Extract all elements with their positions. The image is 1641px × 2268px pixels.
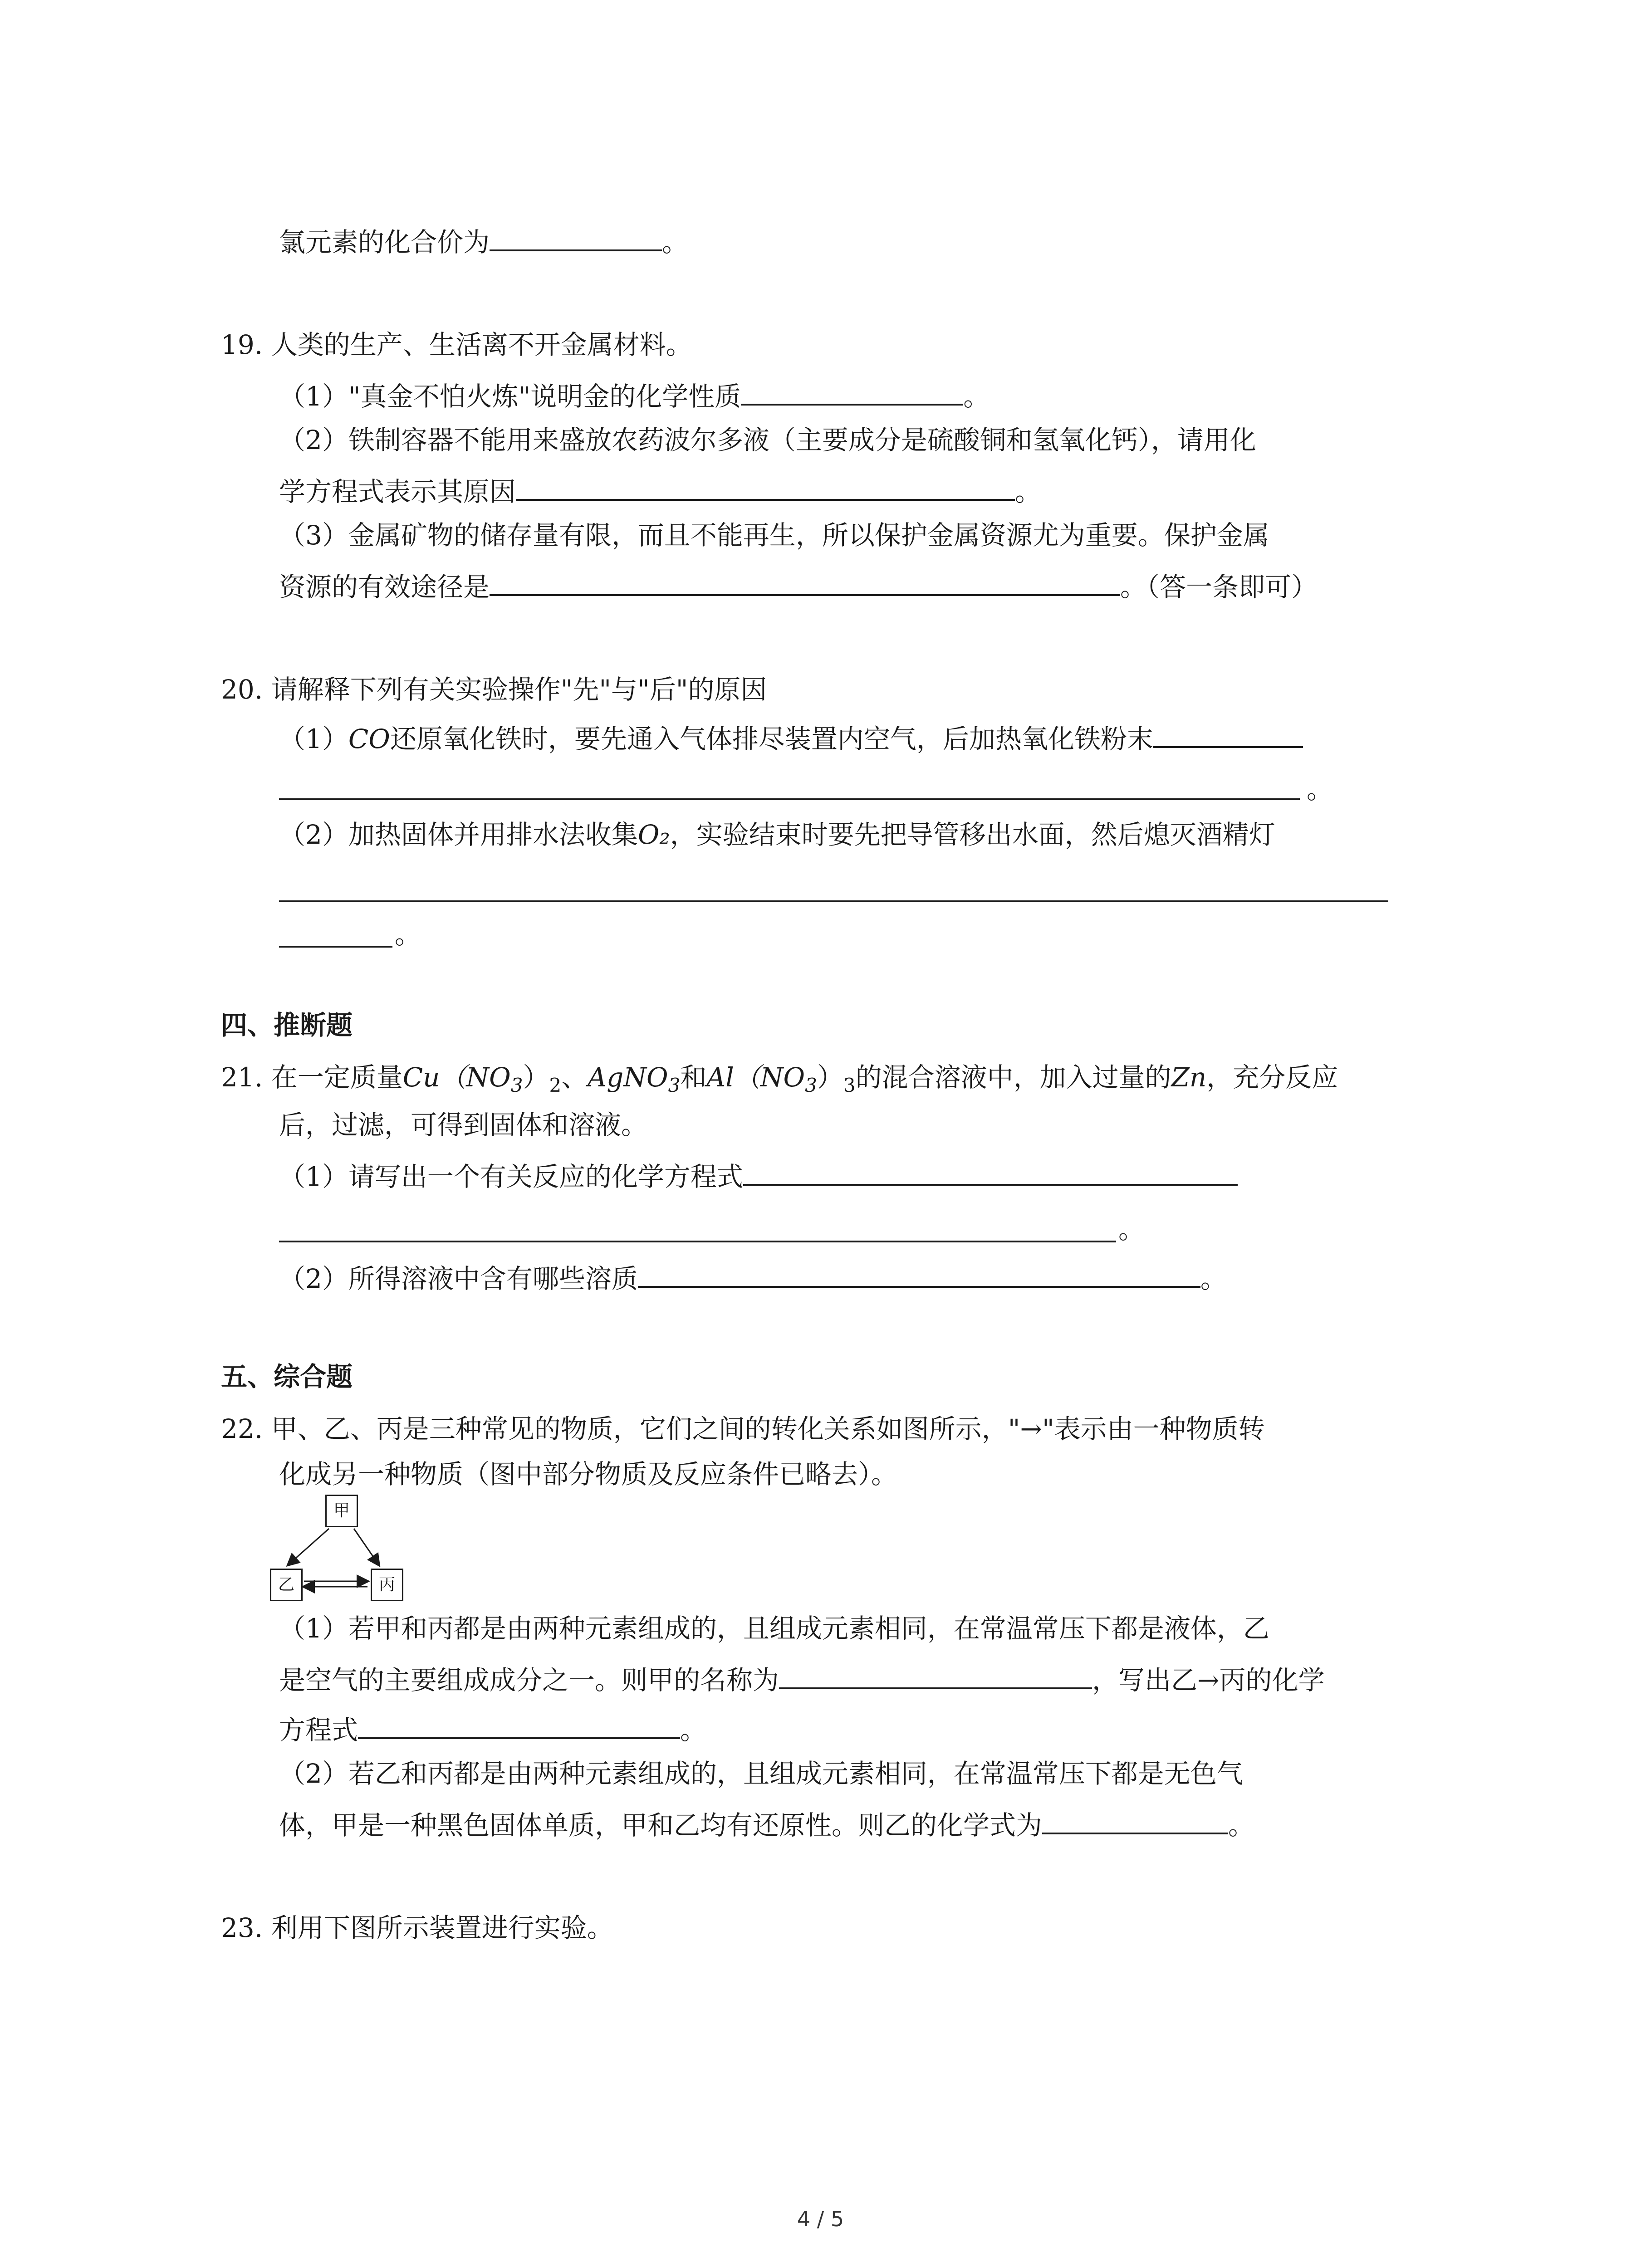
q22-part1a: （1）若甲和丙都是由两种元素组成的，且组成元素相同，在常温常压下都是液体，乙 xyxy=(279,1613,1269,1644)
node-bing: 丙 xyxy=(371,1569,403,1601)
part-text: 方程式 xyxy=(279,1715,358,1745)
answer-blank[interactable] xyxy=(779,1660,1092,1689)
question-number: 21. xyxy=(221,1062,263,1093)
punct: 。 xyxy=(662,227,689,258)
question-number: 22. xyxy=(221,1413,263,1444)
formula-subscript: 3 xyxy=(805,1074,817,1096)
question-number: 19. xyxy=(221,329,263,360)
q19-part3b xyxy=(279,567,1318,605)
q21-part2 xyxy=(279,1259,1227,1297)
q22-stem-line2: 化成另一种物质（图中部分物质及反应条件已略去）。 xyxy=(279,1459,898,1490)
node-yi: 乙 xyxy=(270,1569,303,1601)
q20-part1 xyxy=(279,719,1303,757)
answer-blank[interactable] xyxy=(490,222,662,251)
formula-subscript: 3 xyxy=(843,1074,856,1096)
q19-stem xyxy=(221,327,692,363)
part-text: 学方程式表示其原因 xyxy=(279,476,516,507)
part-text: （2）加热固体并用排水法收集 xyxy=(279,819,638,850)
formula: CO xyxy=(348,723,390,754)
part-label: （1） xyxy=(279,723,348,754)
punct: 。 xyxy=(395,919,421,950)
formula: Zn xyxy=(1171,1062,1207,1093)
question-stem: 人类的生产、生活离不开金属材料。 xyxy=(271,329,692,360)
formula-subscript: 3 xyxy=(668,1074,681,1096)
q20-part2 xyxy=(279,816,1275,853)
question-stem: 请解释下列有关实验操作"先"与"后"的原因 xyxy=(271,674,767,705)
answer-line[interactable] xyxy=(279,900,1388,902)
answer-blank[interactable] xyxy=(638,1259,1200,1288)
conversion-diagram xyxy=(268,1492,417,1606)
q21-stem xyxy=(221,1059,1338,1104)
q22-stem xyxy=(221,1411,1265,1447)
answer-blank[interactable] xyxy=(1153,719,1303,748)
q18-text: 氯元素的化合价为 xyxy=(279,227,490,258)
formula: AgNO xyxy=(588,1062,668,1093)
punct: 。 xyxy=(1228,1810,1255,1841)
answer-blank[interactable] xyxy=(741,376,963,406)
stem-text: ，充分反应 xyxy=(1206,1062,1338,1093)
q23-stem xyxy=(221,1910,613,1946)
answer-blank[interactable] xyxy=(743,1157,1238,1186)
answer-blank[interactable] xyxy=(516,472,1015,501)
part-text: ，实验结束时要先把导管移出水面，然后熄灭酒精灯 xyxy=(670,819,1275,850)
stem-text: 、 xyxy=(561,1062,588,1093)
punct: 。 xyxy=(1200,1263,1227,1294)
formula: ） xyxy=(817,1062,843,1093)
formula-subscript: 3 xyxy=(510,1074,523,1096)
q18-tail xyxy=(279,222,688,260)
formula: Cu（NO xyxy=(402,1062,511,1093)
answer-line[interactable] xyxy=(279,798,1300,800)
q21-part1 xyxy=(279,1157,1238,1195)
punct: 。 xyxy=(680,1715,707,1745)
stem-text: 在一定质量 xyxy=(271,1062,403,1093)
formula-subscript: 2 xyxy=(549,1074,562,1096)
q22-part1c xyxy=(279,1710,706,1748)
q19-part2b xyxy=(279,472,1041,510)
part-text: （2）所得溶液中含有哪些溶质 xyxy=(279,1263,638,1294)
q21-stem-line2: 后，过滤，可得到固体和溶液。 xyxy=(279,1110,648,1140)
part-text: （1）"真金不怕火炼"说明金的化学性质 xyxy=(279,381,741,412)
answer-blank[interactable] xyxy=(358,1710,680,1739)
part-text: （1）请写出一个有关反应的化学方程式 xyxy=(279,1161,743,1192)
part-text: 还原氧化铁时，要先通入气体排尽装置内空气，后加热氧化铁粉末 xyxy=(390,723,1153,754)
question-stem: 利用下图所示装置进行实验。 xyxy=(271,1912,613,1943)
punct: 。（答一条即可） xyxy=(1120,572,1318,602)
page-number: 4 / 5 xyxy=(797,2207,844,2231)
answer-blank[interactable] xyxy=(490,567,1120,596)
stem-text: 的混合溶液中，加入过量的 xyxy=(855,1062,1171,1093)
section-heading: 四、推断题 xyxy=(221,1010,353,1041)
stem-text: 甲、乙、丙是三种常见的物质，它们之间的转化关系如图所示，"→"表示由一种物质转 xyxy=(271,1413,1265,1444)
punct: 。 xyxy=(1307,774,1333,805)
q19-part1 xyxy=(279,376,989,415)
node-jia: 甲 xyxy=(325,1495,358,1527)
answer-blank[interactable] xyxy=(1042,1805,1228,1834)
part-text: （2）铁制容器不能用来盛放农药波尔多液（主要成分是硫酸铜和氢氧化钙），请用化 xyxy=(279,425,1256,455)
part-text: 是空气的主要组成成分之一。则甲的名称为 xyxy=(279,1665,779,1696)
formula: Al（NO xyxy=(706,1062,805,1093)
punct: 。 xyxy=(1118,1214,1145,1245)
q22-part2a: （2）若乙和丙都是由两种元素组成的，且组成元素相同，在常温常压下都是无色气 xyxy=(279,1758,1243,1789)
q19-part2a xyxy=(279,422,1256,458)
formula: ） xyxy=(523,1062,549,1093)
punct: 。 xyxy=(1015,476,1042,507)
q19-part3a xyxy=(279,517,1269,553)
q22-part2b xyxy=(279,1805,1254,1843)
stem-text: 和 xyxy=(680,1062,707,1093)
question-number: 20. xyxy=(221,674,263,705)
part-text: 资源的有效途径是 xyxy=(279,572,490,602)
answer-line[interactable] xyxy=(279,946,392,948)
section-heading: 五、综合题 xyxy=(221,1361,353,1392)
formula: O₂ xyxy=(637,819,670,850)
part-text: （3）金属矿物的储存量有限，而且不能再生，所以保护金属资源尤为重要。保护金属 xyxy=(279,520,1269,551)
part-text: ，写出乙→丙的化学 xyxy=(1092,1665,1325,1696)
q20-stem xyxy=(221,671,767,708)
q22-part1b xyxy=(279,1660,1325,1698)
punct: 。 xyxy=(963,381,990,412)
answer-line[interactable] xyxy=(279,1241,1116,1242)
part-text: 体，甲是一种黑色固体单质，甲和乙均有还原性。则乙的化学式为 xyxy=(279,1810,1043,1841)
question-number: 23. xyxy=(221,1912,263,1943)
